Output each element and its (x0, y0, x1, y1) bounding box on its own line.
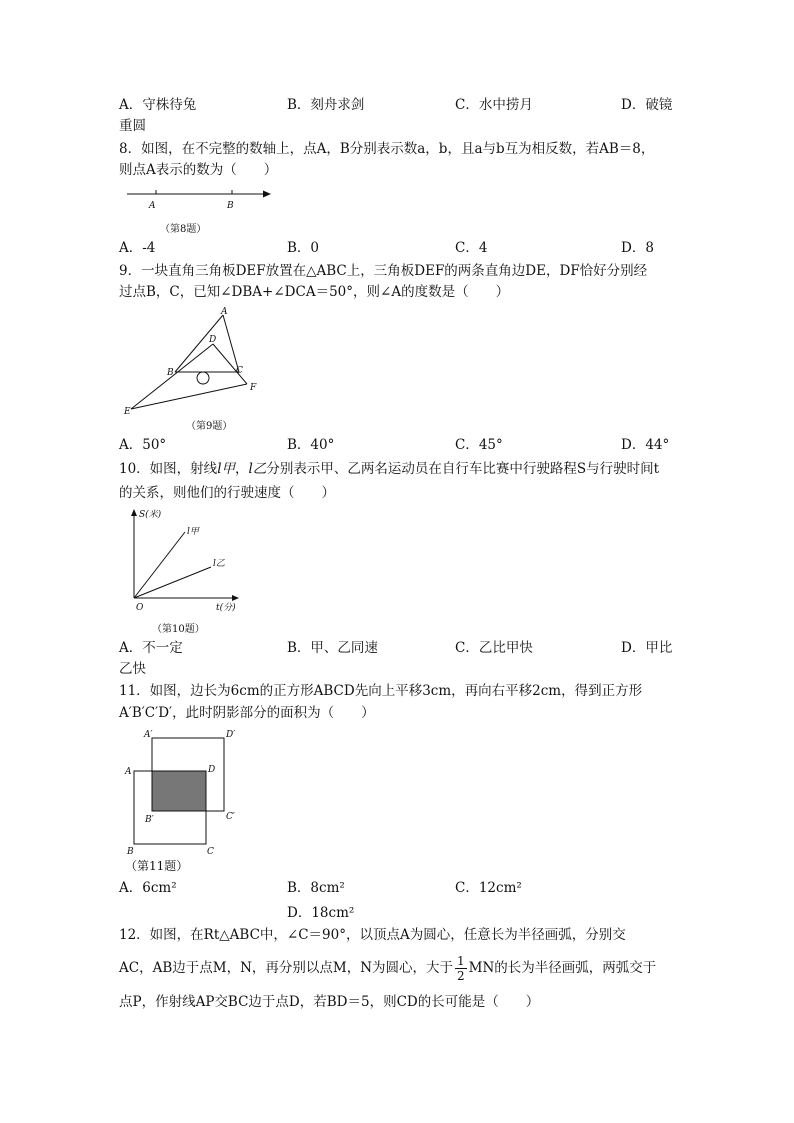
q12-text-line3: 点P，作射线AP交BC边于点D，若BD＝5，则CD的长可能是（ ） (119, 994, 540, 1010)
q11-label-a-prime: A′ (144, 730, 153, 740)
q10-l2-label: l乙 (213, 559, 225, 569)
q11-text-line2: A′B′C′D′，此时阴影部分的面积为（ ） (119, 705, 375, 721)
q8-text-line2: 则点A表示的数为（ ） (119, 162, 278, 178)
q8-number-line-figure (119, 184, 279, 214)
q7-option-a: A．守株待兔 (119, 97, 197, 113)
q8-option-c: C．4 (455, 240, 488, 256)
q10-l-jia: l甲 (217, 461, 236, 477)
shaded-region (152, 771, 206, 811)
q9-label-b: B (167, 368, 174, 378)
q9-option-d: D．44° (621, 437, 670, 453)
q11-label-c-prime: C′ (226, 812, 235, 822)
q7-option-b: B．刻舟求剑 (287, 97, 365, 113)
q10-l1-label: l甲 (187, 527, 199, 537)
q11-label-a: A (125, 767, 132, 777)
q9-label-c: C (236, 366, 243, 376)
q9-label-d: D (209, 335, 217, 345)
q8-option-d: D．8 (621, 240, 654, 256)
q11-label-d-prime: D′ (226, 730, 236, 740)
q11-label-d: D (208, 765, 216, 775)
one-half-fraction: $\frac{1}{2}$ (457, 954, 465, 983)
q9-label-a: A (221, 307, 228, 317)
q10-l-yi: l乙 (248, 461, 267, 477)
q11-label-b-prime: B′ (145, 815, 154, 825)
q11-caption: （第11题） (125, 859, 189, 873)
x-arrow-icon (232, 595, 239, 601)
q10-y-label: S(米) (139, 510, 162, 520)
q10-option-a: A．不一定 (119, 640, 183, 656)
q11-label-b: B (127, 847, 134, 857)
q8-option-b: B．0 (287, 240, 320, 256)
q12-text-line2: AC，AB边于点M，N，再分别以点M，N为圆心，大于 $\frac{1}{2}$ MN的长为半径画弧，两弧交于 (119, 954, 657, 983)
q10-caption: （第10题） (152, 624, 205, 635)
q12-text-line1: 12．如图，在Rt△ABC中，∠C＝90°，以顶点A为圆心，任意长为半径画弧，分别交 (119, 927, 626, 943)
q7-option-d: D．破镜 (621, 97, 673, 113)
q11-option-c: C．12cm² (455, 880, 522, 896)
q9-label-e: E (124, 407, 131, 417)
y-arrow-icon (131, 509, 137, 516)
q10-x-label: t(分) (216, 603, 236, 613)
q11-squares-figure (119, 726, 249, 858)
q9-option-b: B．40° (287, 437, 335, 453)
q9-caption: （第9题） (186, 421, 233, 432)
q7-option-d-wrap: 重圆 (119, 118, 146, 134)
q10-text-line1: 10．如图，射线l甲，l乙分别表示甲、乙两名运动员在自行车比赛中行驶路程S与行驶时间t (119, 461, 660, 477)
q11-text-line1: 11．如图，边长为6cm的正方形ABCD先向上平移3cm，再向右平移2cm，得到正方形 (119, 683, 643, 699)
q11-option-a: A．6cm² (119, 880, 177, 896)
q7-option-c: C．水中捞月 (455, 97, 533, 113)
q9-text-line1: 9．一块直角三角板DEF放置在△ABC上，三角板DEF的两条直角边DE，DF恰好分别经 (119, 263, 648, 279)
q10-option-d-wrap: 乙快 (119, 661, 146, 677)
q8-text-line1: 8．如图，在不完整的数轴上，点A，B分别表示数a，b，且a与b互为相反数，若AB＝8， (119, 141, 655, 157)
q9-option-a: A．50° (119, 437, 167, 453)
q8-label-b: B (227, 201, 234, 211)
q10-text-line2: 的关系，则他们的行驶速度（ ） (119, 485, 335, 501)
q9-triangle-figure (119, 306, 269, 416)
q10-origin-label: O (136, 603, 144, 613)
q11-label-c: C (207, 847, 214, 857)
q10-graph-figure (119, 506, 244, 616)
q9-text-line2: 过点B，C，已知∠DBA+∠DCA＝50°，则∠A的度数是（ ） (119, 284, 510, 300)
q10-option-d: D．甲比 (621, 640, 673, 656)
q11-option-b: B．8cm² (287, 880, 345, 896)
q10-option-c: C．乙比甲快 (455, 640, 533, 656)
q9-option-c: C．45° (455, 437, 503, 453)
q8-option-a: A．-4 (119, 240, 156, 256)
q10-option-b: B．甲、乙同速 (287, 640, 378, 656)
q11-option-d: D．18cm² (287, 905, 355, 921)
q8-label-a: A (149, 201, 156, 211)
arrow-icon (263, 191, 271, 198)
q8-caption: （第8题） (160, 224, 207, 235)
q9-label-f: F (250, 383, 257, 393)
